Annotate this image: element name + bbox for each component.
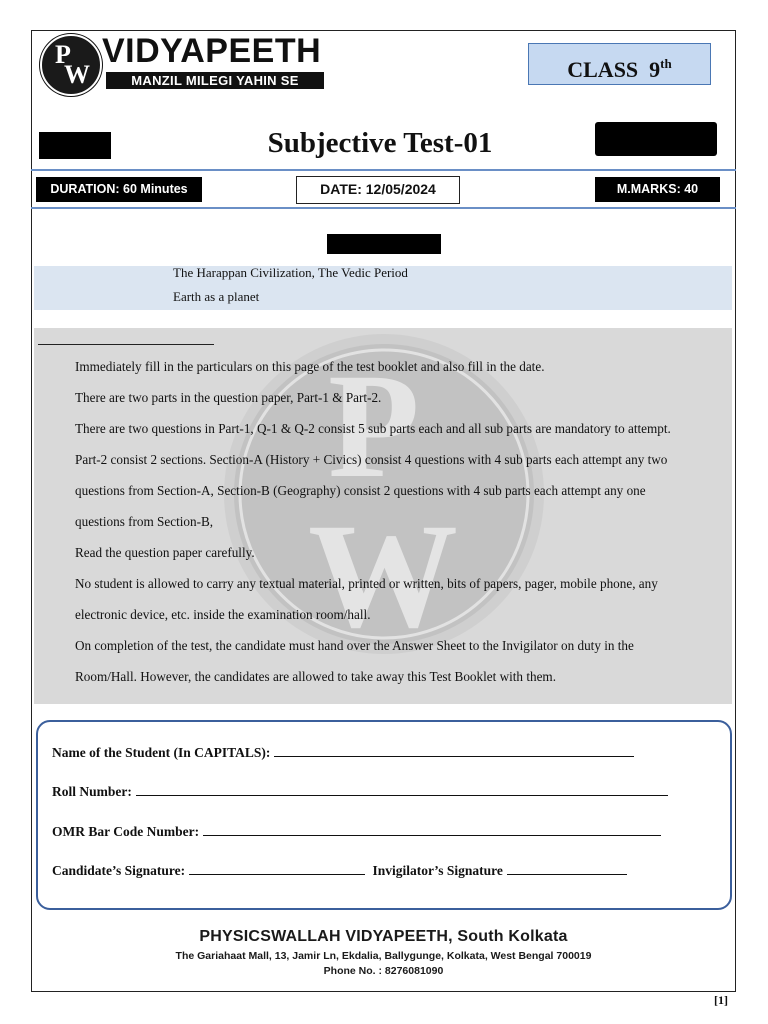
student-name-line[interactable] — [274, 744, 634, 757]
candidate-signature-line[interactable] — [189, 862, 365, 875]
instructions-list — [75, 358, 725, 699]
divider-bottom — [31, 207, 736, 209]
instruction-line: electronic device, etc. inside the examination room/hall. — [75, 607, 371, 622]
invigilator-signature-label: Invigilator’s Signature — [372, 863, 503, 878]
omr-label: OMR Bar Code Number: — [52, 824, 200, 839]
redaction-block-left — [39, 132, 111, 159]
redaction-block-right — [595, 122, 717, 156]
instruction-line: Immediately fill in the particulars on this page of the test booklet and also fill in the date. — [75, 359, 545, 374]
instruction-line: No student is allowed to carry any textual material, printed or written, bits of papers, pager, mobile phone, any — [75, 576, 658, 591]
instruction-line: Part-2 consist 2 sections. Section-A (History + Civics) consist 4 questions with 4 sub parts each attempt any two — [75, 452, 668, 467]
instruction-line: There are two questions in Part-1, Q-1 & Q-2 consist 5 sub parts each and all sub parts are mandatory to attempt. — [75, 421, 671, 436]
candidate-signature-label: Candidate’s Signature: — [52, 863, 186, 878]
student-name-label: Name of the Student (In CAPITALS): — [52, 745, 271, 760]
footer-address: The Gariahaat Mall, 13, Jamir Ln, Ekdalia, Ballygunge, Kolkata, West Bengal 700019 — [175, 950, 592, 962]
roll-number-label: Roll Number: — [52, 784, 132, 799]
instruction-line: questions from Section-B, — [75, 514, 214, 529]
omr-field[interactable] — [52, 823, 661, 840]
divider-top — [31, 169, 736, 171]
duration-label: DURATION: 60 Minutes — [36, 177, 202, 202]
instruction-line: On completion of the test, the candidate must hand over the Answer Sheet to the Invigilator on duty in the — [75, 638, 634, 653]
roll-number-line[interactable] — [136, 783, 668, 796]
roll-number-field[interactable] — [52, 783, 668, 800]
student-details-box — [36, 720, 732, 910]
class-label: CLASS — [567, 57, 639, 82]
svg-text:W: W — [308, 493, 458, 659]
student-name-field[interactable] — [52, 744, 634, 761]
syllabus-band — [34, 266, 732, 310]
instruction-line: questions from Section-A, Section-B (Geography) consist 2 questions with 4 sub parts each attempt any one — [75, 483, 646, 498]
footer — [31, 928, 736, 977]
instruction-line: Read the question paper carefully. — [75, 545, 255, 560]
signature-field[interactable] — [52, 862, 627, 879]
class-number: 9 — [649, 57, 661, 82]
pw-logo-emblem — [40, 34, 102, 96]
logo-letter-w: W — [64, 60, 90, 89]
footer-phone: Phone No. : 8276081090 — [323, 965, 444, 977]
brand-name: VIDYAPEETH — [102, 32, 322, 70]
page-number: [1] — [714, 993, 728, 1007]
instructions-heading-rule — [38, 344, 214, 345]
footer-org: PHYSICSWALLAH VIDYAPEETH, South Kolkata — [199, 928, 568, 945]
invigilator-signature-line[interactable] — [507, 862, 627, 875]
instructions-panel — [34, 328, 732, 704]
omr-line[interactable] — [203, 823, 661, 836]
test-title: Subjective Test-01 — [267, 127, 493, 159]
instruction-line: Room/Hall. However, the candidates are allowed to take away this Test Booklet with them. — [75, 669, 556, 684]
svg-text:P: P — [328, 343, 420, 509]
date-label: DATE: 12/05/2024 — [296, 176, 460, 204]
syllabus-topic: The Harappan Civilization, The Vedic Period — [173, 265, 408, 280]
redaction-syllabus-heading — [327, 234, 441, 254]
syllabus-topic: Earth as a planet — [173, 289, 260, 304]
logo-letter-p: P — [55, 40, 71, 69]
instruction-line: There are two parts in the question paper, Part-1 & Part-2. — [75, 390, 382, 405]
max-marks-label: M.MARKS: 40 — [595, 177, 720, 202]
brand-tagline: MANZIL MILEGI YAHIN SE — [106, 72, 324, 89]
class-suffix: th — [660, 56, 672, 71]
pw-logo — [40, 34, 330, 96]
class-badge — [528, 43, 711, 85]
